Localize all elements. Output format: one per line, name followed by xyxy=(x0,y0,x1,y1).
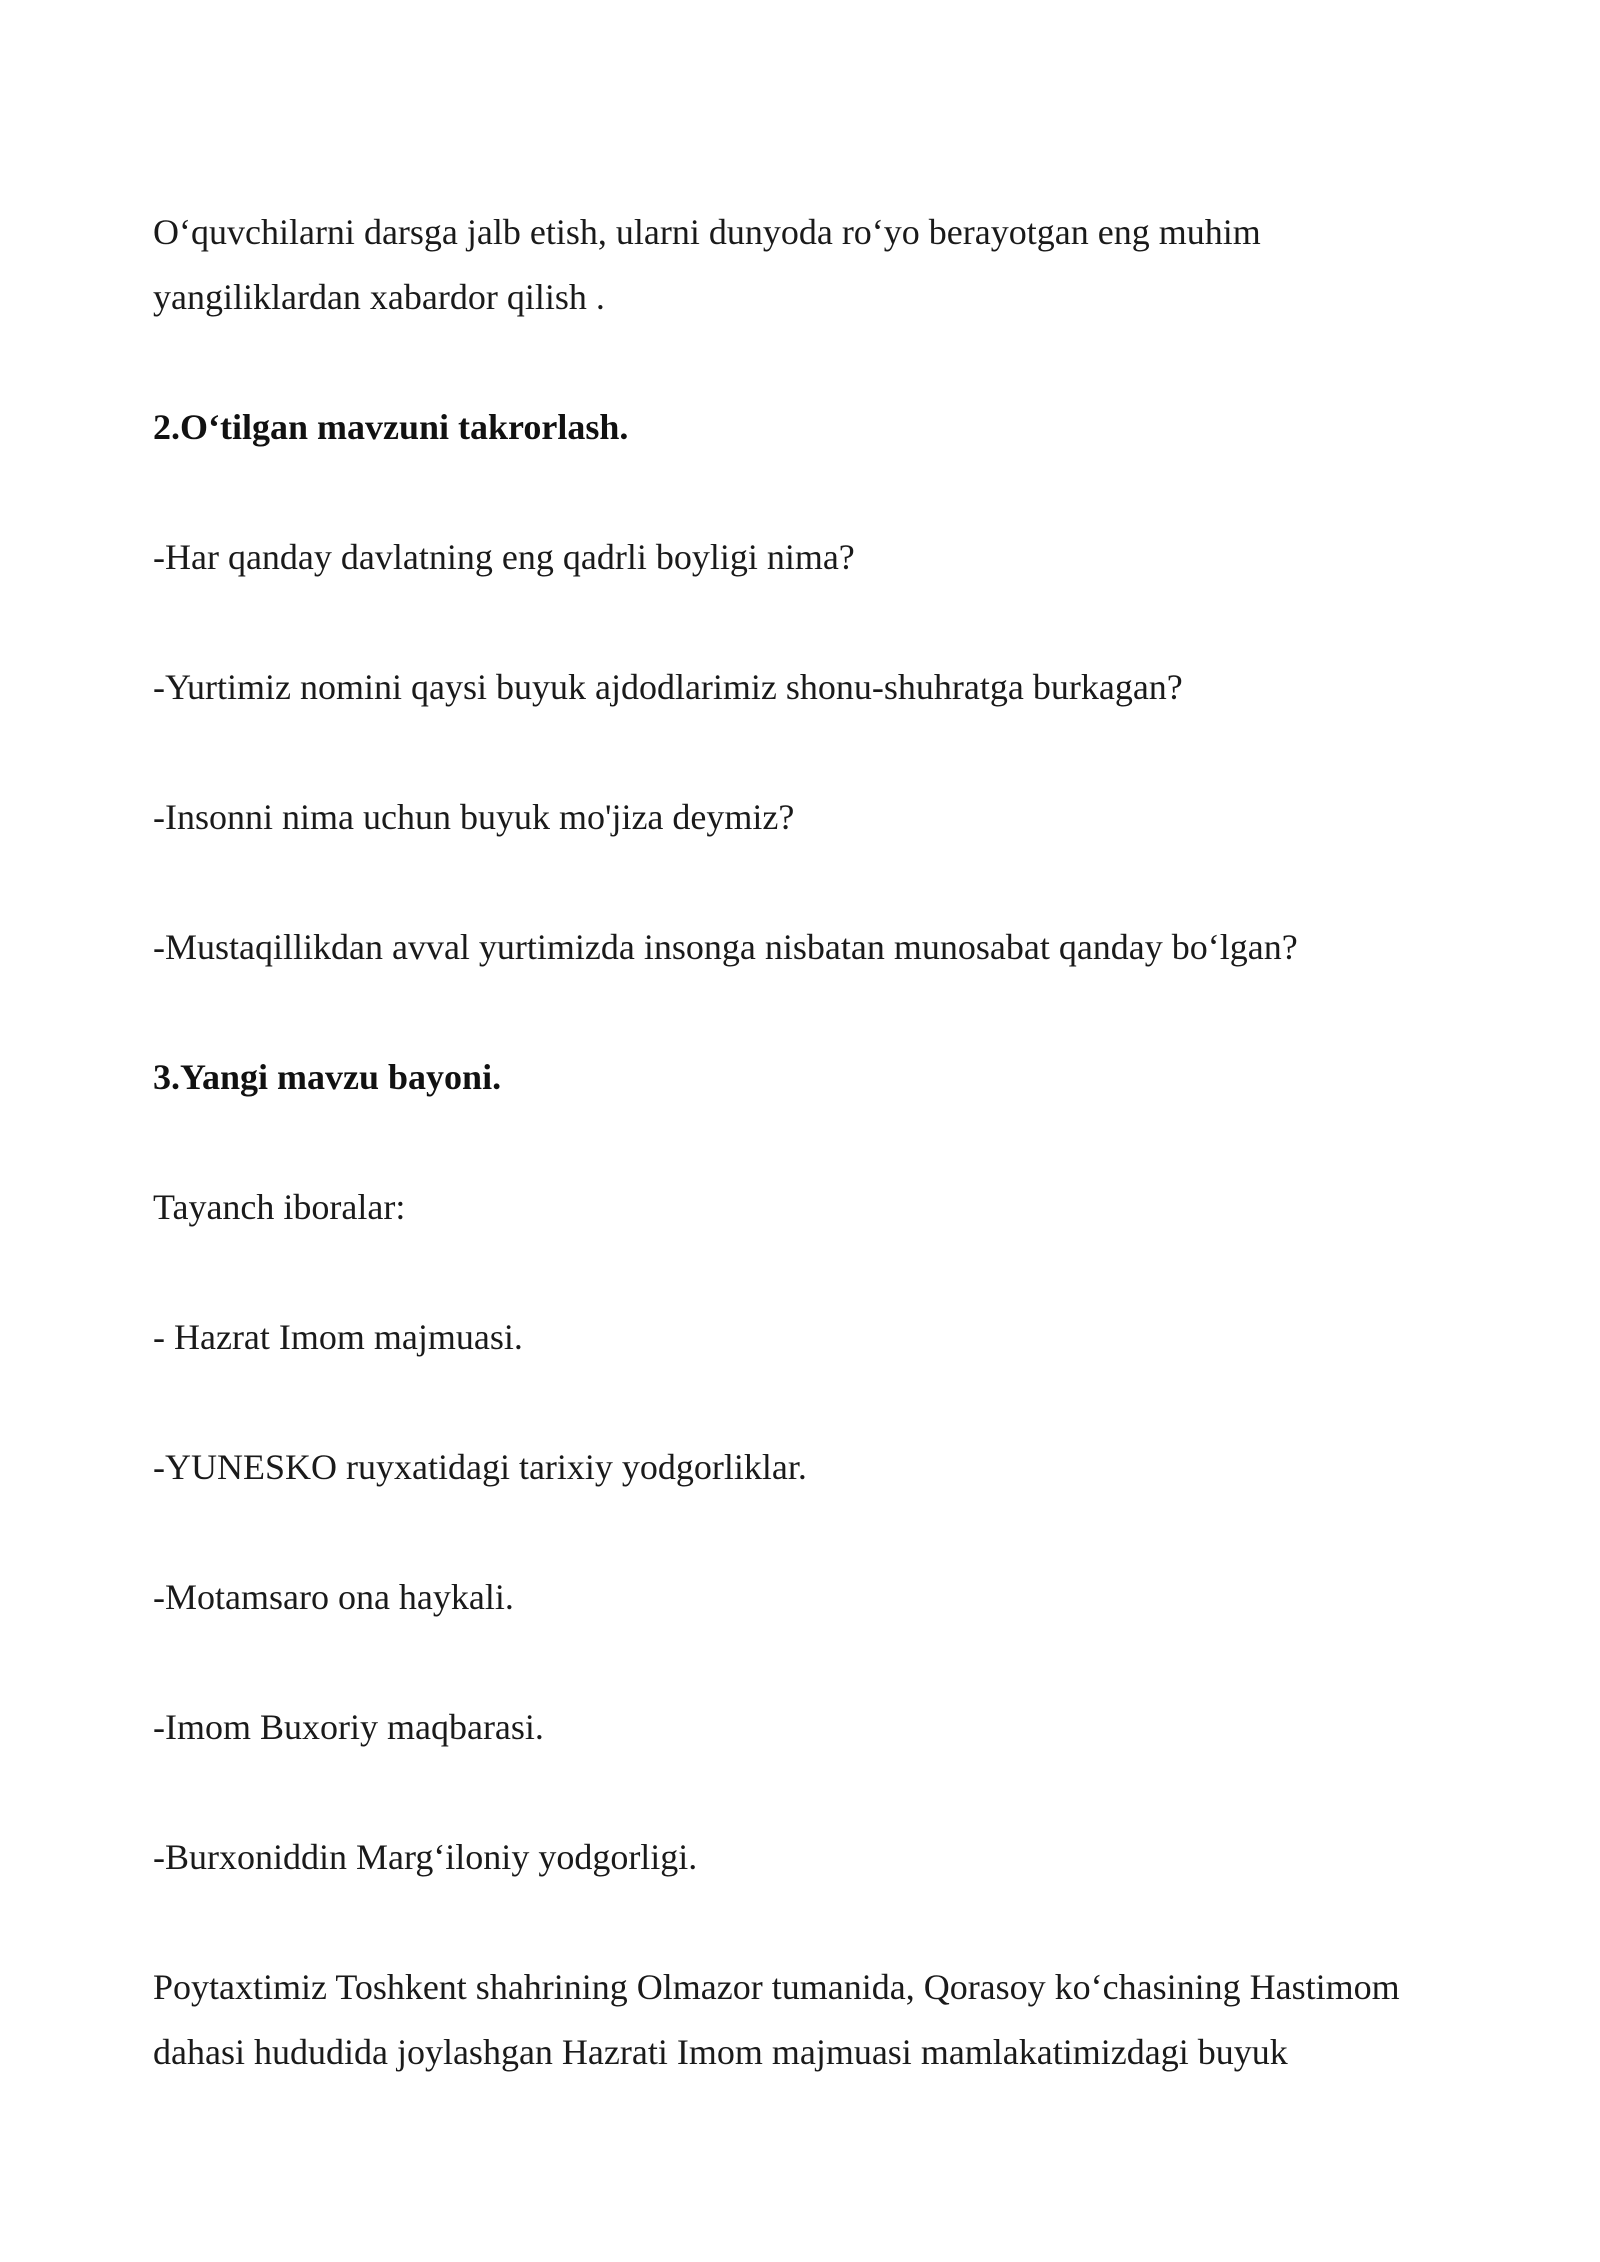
intro-paragraph: O‘quvchilarni darsga jalb etish, ularni dunyoda ro‘yo berayotgan eng muhim yangiliklardan xabardor qilish . xyxy=(153,212,1261,317)
key-phrase-item: -Motamsaro ona haykali. xyxy=(153,1577,514,1617)
body-paragraph: Poytaxtimiz Toshkent shahrining Olmazor tumanida, Qorasoy ko‘chasining Hastimom dahasi hududida joylashgan Hazrati Imom majmuasi mamlakatimizdagi buyuk xyxy=(153,1967,1400,2072)
key-phrase-item: -Burxoniddin Marg‘iloniy yodgorligi. xyxy=(153,1837,698,1877)
section-heading-review: 2.O‘tilgan mavzuni takrorlash. xyxy=(153,407,629,447)
section-heading-new-topic: 3.Yangi mavzu bayoni. xyxy=(153,1057,502,1097)
document-body xyxy=(153,200,1473,2085)
question-item: -Har qanday davlatning eng qadrli boyligi nima? xyxy=(153,537,855,577)
key-phrase-item: - Hazrat Imom majmuasi. xyxy=(153,1317,523,1357)
key-phrase-item: -YUNESKO ruyxatidagi tarixiy yodgorliklar. xyxy=(153,1447,807,1487)
question-item: -Mustaqillikdan avval yurtimizda insonga nisbatan munosabat qanday bo‘lgan? xyxy=(153,927,1298,967)
key-phrases-label: Tayanch iboralar: xyxy=(153,1187,406,1227)
key-phrase-item: -Imom Buxoriy maqbarasi. xyxy=(153,1707,544,1747)
question-item: -Insonni nima uchun buyuk mo'jiza deymiz? xyxy=(153,797,795,837)
question-item: -Yurtimiz nomini qaysi buyuk ajdodlarimiz shonu-shuhratga burkagan? xyxy=(153,667,1183,707)
